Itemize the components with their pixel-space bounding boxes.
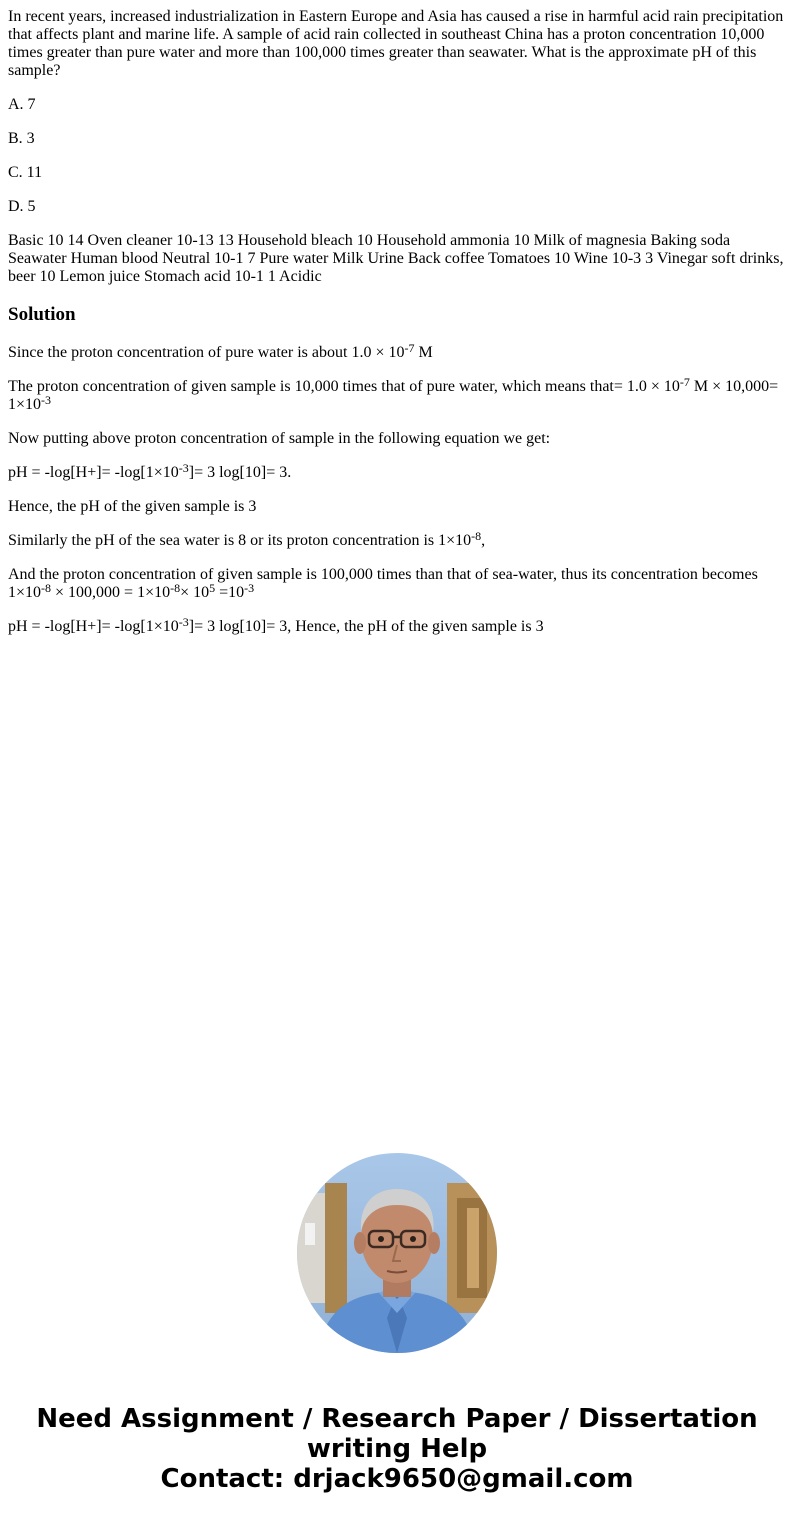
avatar-portrait-image [297,1153,497,1353]
option-c: C. 11 [8,164,43,181]
ph-scale-text: Basic 10 14 Oven cleaner 10-13 13 Household bleach 10 Household ammonia 10 Milk of magnesia Baking soda Seawater Human blood Neutral 10-1 7 Pure water Milk Urine Back coffee Tomatoes 10 Wine 10-3 3 Vinegar soft drinks, beer 10 Lemon juice Stomach acid 10-1 1 Acidic [8,232,784,285]
promo-banner [0,1404,794,1494]
solution-line-1: Since the proton concentration of pure water is about $1.0 \times 10^{-7}$ M [8,341,433,361]
solution-heading: Solution [8,304,76,325]
solution-line-4: pH = $-\log[H+]= -\log[1\times 10^{-3}]= 3$ log[10]= 3. [8,461,292,481]
solution-line-7: And the proton concentration of given sample is 100,000 times than that of sea-water, thus its concentration becomes $1\times 10^{-8} \times 100,000 = 1\times 10^{-8}\times 10^5 =10^{-3}$ [8,566,758,601]
promo-line-2: writing Help [306,1434,488,1464]
question-text: In recent years, increased industrialization in Eastern Europe and Asia has caused a rise in harmful acid rain precipitation that affects plant and marine life. A sample of acid rain collected in southeast China has a proton concentration 10,000 times greater than pure water and more than 100,000 times greater than seawater. What is the approximate pH of this sample? [8,8,784,79]
solution-line-8: pH = $-\log[H+]= -\log[1\times 10^{-3}]= 3$ log[10]= 3, Hence, the pH of the given sample is 3 [8,615,544,635]
avatar [297,1153,497,1353]
solution-line-3: Now putting above proton concentration of sample in the following equation we get: [8,430,551,447]
solution-line-6: Similarly the pH of the sea water is 8 or its proton concentration is $1\times 10^{-8}$, [8,529,486,549]
solution-line-2: The proton concentration of given sample is 10,000 times that of pure water, which means that= $1.0 \times 10^{-7}$ $M \times 10,000= 1\times 10^{-3}$ [8,375,779,413]
document-body [0,0,794,636]
option-a: A. 7 [8,96,36,113]
promo-contact: Contact: drjack9650@gmail.com [160,1464,634,1494]
option-d: D. 5 [8,198,36,215]
promo-line-1: Need Assignment / Research Paper / Dissertation [36,1404,758,1434]
option-b: B. 3 [8,130,35,147]
solution-line-5: Hence, the pH of the given sample is 3 [8,498,257,515]
